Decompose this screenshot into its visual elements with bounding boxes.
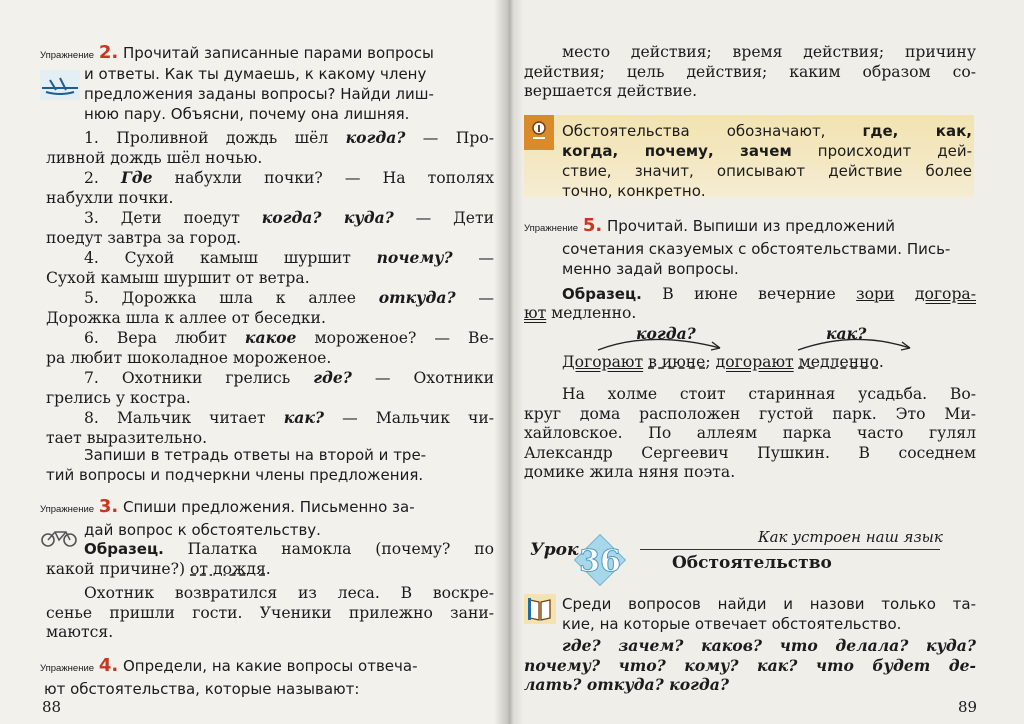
item-line: 4. Сухой камыш шуршит почему? — <box>84 248 494 267</box>
lesson-subtitle: Как устроен наш язык <box>758 528 943 546</box>
rule-text: Обстоятельства обозначают, где, как, когда, почему, зачем происходит дей- ствие, значит, описывают действие более точно, конкретно. <box>562 122 972 200</box>
exercise-4: Упражнение 4. Определи, на какие вопросы отвеча- ют обстоятельства, которые называют: <box>40 655 418 698</box>
item-line: 2. Где набухли почки? — На тополях <box>84 168 494 187</box>
item-line: Сухой камыш шуршит от ветра. <box>46 268 310 287</box>
lesson-number: 36 <box>579 544 621 579</box>
exercise-number: 3. <box>98 496 119 517</box>
exercise-number: 2. <box>98 42 119 63</box>
exercise-line: Определи, на какие вопросы отвеча- <box>122 657 418 675</box>
item-line: 1. Проливной дождь шёл когда? — Про- <box>84 128 494 147</box>
exercise-2-items <box>46 128 494 448</box>
exercise-5-text: На холме стоит старинная усадьба. Во- круг дома расположен густой парк. Это Ми- хайловское. По аллеям парка часто гулял Александр Сергеевич Пушкин. В соседнем домике жила няня поэта. <box>524 385 976 481</box>
exercise-2-task: Запиши в тетрадь ответы на второй и тре- тий вопросы и подчеркни члены предложения. <box>46 446 427 484</box>
exercise-tag: Упражнение <box>524 223 579 234</box>
page-number: 88 <box>42 698 62 716</box>
book-gutter <box>494 0 524 724</box>
lesson-word: Урок <box>530 540 579 560</box>
question-label: как? <box>826 324 867 343</box>
exercise-3: Упражнение 3. Спиши предложения. Письменно за- дай вопрос к обстоятельству. <box>40 496 415 539</box>
item-line: поедут завтра за город. <box>46 228 242 247</box>
exercise-tag: Упражнение <box>40 50 95 61</box>
rowing-icon <box>40 70 80 100</box>
lesson-divider <box>640 549 940 550</box>
exercise-5-sample: Образец. В июне вечерние зори догора- <box>562 285 976 303</box>
exercise-line: Прочитай. Выпиши из предложений <box>606 217 895 235</box>
lesson-badge <box>568 528 632 592</box>
exercise-5: Упражнение 5. Прочитай. Выпиши из предложений сочетания сказуемых с обстоятельствами. Пись- менно задай вопросы. <box>524 215 951 278</box>
task-text: Среди вопросов найди и назови только та- кие, на которые отвечает обстоятельство. <box>562 595 976 633</box>
item-line: набухли почки. <box>46 188 174 207</box>
info-icon <box>529 118 549 146</box>
left-page <box>0 0 508 724</box>
exercise-tag: Упражнение <box>40 663 95 674</box>
item-line: 5. Дорожка шла к аллее откуда? — <box>84 288 494 307</box>
task-questions: где? зачем? каков? что делала? куда? почему? что? кому? как? что будет де- лать? откуда? когда? <box>524 636 976 694</box>
item-line: тает выразительно. <box>46 428 208 447</box>
exercise-number: 5. <box>582 215 603 236</box>
exercise-tag: Упражнение <box>40 504 95 515</box>
exercise-line: Спиши предложения. Письменно за- <box>122 498 415 516</box>
item-line: грелись у костра. <box>46 388 191 407</box>
right-top-text: место действия; время действия; причину действия; цель действия; каким образом со- вершается действие. <box>524 43 976 100</box>
item-line: 3. Дети поедут когда? куда? — Дети <box>84 208 495 227</box>
exercise-2 <box>40 43 495 66</box>
lesson-title: Обстоятельство <box>672 553 832 573</box>
item-line: ра любит шоколадное мороженое. <box>46 348 332 367</box>
item-line: ливной дождь шёл ночью. <box>46 148 263 167</box>
page-number: 89 <box>958 698 978 716</box>
exercise-5-sample-line2: ют медленно. <box>524 304 637 322</box>
question-label: когда? <box>636 324 696 343</box>
exercise-number: 4. <box>98 655 119 676</box>
exercise-3-text: Охотник возвратился из леса. В воскре- сенье пришли гости. Ученики прилежно зани- маются. <box>46 584 494 641</box>
book-icon <box>524 594 556 624</box>
exercise-line: Прочитай записанные парами вопросы <box>122 44 434 62</box>
exercise-2-text: и ответы. Как ты думаешь, к какому члену предложения заданы вопросы? Найди лиш- нюю пару. Объясни, почему она лишняя. <box>84 65 434 123</box>
item-line: Дорожка шла к аллее от беседки. <box>46 308 326 327</box>
item-line: 7. Охотники грелись где? — Охотники <box>84 368 495 387</box>
item-line: 8. Мальчик читает как? — Мальчик чи- <box>84 408 494 427</box>
exercise-3-sample: Образец. Палатка намокла (почему? по какой причине?) от дождя. <box>46 540 494 578</box>
exercise-5-example: Догорают в июне; догорают медленно. <box>562 353 884 371</box>
item-line: 6. Вера любит какое мороженое? — Ве- <box>84 328 494 347</box>
